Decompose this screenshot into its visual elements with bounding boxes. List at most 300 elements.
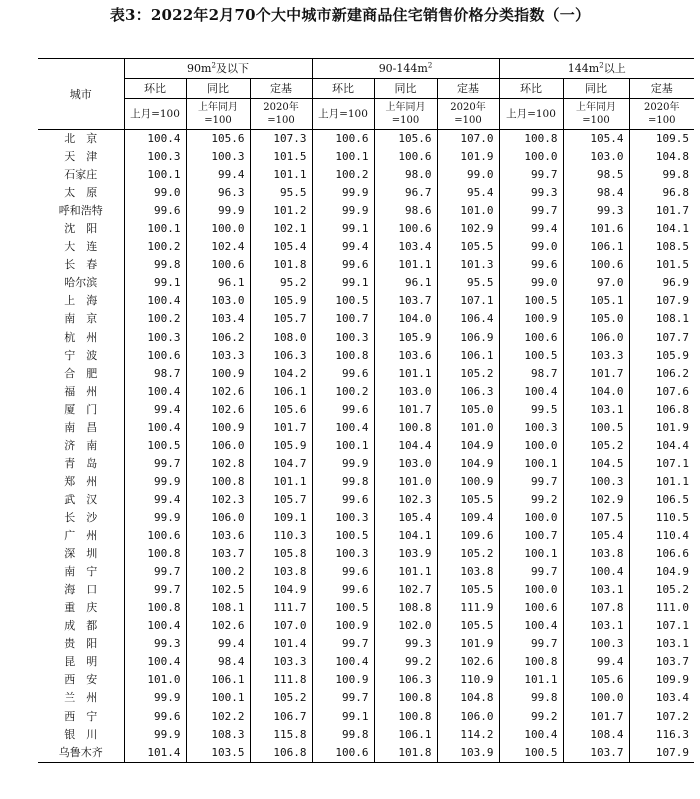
index-value-cell: 108.1 [186, 599, 250, 617]
table-row [38, 726, 694, 744]
index-value-cell: 107.9 [655, 294, 689, 308]
index-value-cell: 100.4 [499, 726, 563, 744]
index-value-cell: 106.4 [437, 310, 499, 328]
index-value-cell: 108.3 [186, 726, 250, 744]
index-value-cell: 105.5 [437, 491, 499, 509]
index-value-cell: 102.3 [186, 491, 250, 509]
index-value-cell: 99.8 [124, 256, 186, 274]
city-cell: 沈 阳 [38, 220, 124, 238]
index-value-cell: 106.0 [186, 437, 250, 455]
index-value-cell: 106.9 [437, 329, 499, 347]
table-row [38, 166, 694, 184]
index-value-cell: 100.4 [124, 383, 186, 401]
index-value-cell: 100.3 [312, 509, 374, 527]
index-value-cell: 103.7 [374, 292, 437, 310]
table-row [38, 383, 694, 401]
index-value-cell: 103.7 [563, 744, 629, 763]
city-cell: 长 春 [38, 256, 124, 274]
index-value-cell: 98.7 [124, 365, 186, 383]
city-cell: 哈尔滨 [38, 274, 124, 292]
index-value-cell: 104.4 [374, 437, 437, 455]
table-row [38, 617, 694, 635]
index-value-cell: 103.3 [250, 653, 312, 671]
city-cell: 乌鲁木齐 [38, 744, 124, 763]
index-value-cell: 105.5 [437, 617, 499, 635]
index-value-cell: 100.5 [312, 292, 374, 310]
table-row [38, 689, 694, 707]
index-value-cell: 101.1 [374, 256, 437, 274]
table-row [38, 708, 694, 726]
base-yoy: 上年同月 =100 [374, 99, 437, 130]
index-value-cell: 100.4 [499, 617, 563, 635]
table-row [38, 599, 694, 617]
table-row [38, 130, 694, 149]
index-value-cell: 105.4 [250, 238, 312, 256]
index-value-cell: 107.1 [655, 619, 689, 633]
index-value-cell: 96.9 [662, 276, 689, 290]
index-value-cell: 111.7 [250, 599, 312, 617]
index-value-cell: 100.5 [312, 527, 374, 545]
index-value-cell: 106.1 [437, 347, 499, 365]
index-value-cell: 100.6 [186, 256, 250, 274]
subheader-yoy: 同比 [563, 79, 629, 99]
index-value-cell: 99.7 [124, 581, 186, 599]
index-value-cell: 100.4 [124, 653, 186, 671]
index-value-cell: 100.3 [312, 329, 374, 347]
index-value-cell: 105.9 [374, 329, 437, 347]
index-value-cell: 100.0 [499, 509, 563, 527]
index-value-cell: 100.2 [312, 383, 374, 401]
index-value-cell: 109.4 [437, 509, 499, 527]
index-value-cell: 106.8 [250, 744, 312, 763]
index-value-cell: 100.5 [124, 437, 186, 455]
index-value-cell: 99.6 [312, 365, 374, 383]
index-value-cell: 108.0 [250, 329, 312, 347]
city-cell: 南 宁 [38, 563, 124, 581]
index-value-cell: 103.8 [437, 563, 499, 581]
index-value-cell: 101.1 [250, 166, 312, 184]
index-value-cell: 100.2 [312, 166, 374, 184]
index-value-cell: 106.1 [374, 726, 437, 744]
city-cell: 广 州 [38, 527, 124, 545]
index-value-cell: 99.9 [124, 689, 186, 707]
index-value-cell: 99.9 [312, 202, 374, 220]
index-value-cell: 103.0 [374, 383, 437, 401]
table-row [38, 202, 694, 220]
table-row [38, 653, 694, 671]
city-cell: 南 昌 [38, 419, 124, 437]
index-value-cell: 108.1 [655, 312, 689, 326]
index-value-cell: 100.0 [499, 581, 563, 599]
index-value-cell: 101.9 [437, 635, 499, 653]
index-value-cell: 99.2 [499, 491, 563, 509]
index-value-cell: 106.3 [437, 383, 499, 401]
index-value-cell: 107.7 [655, 330, 689, 344]
index-value-cell: 106.0 [186, 509, 250, 527]
index-value-cell: 99.4 [124, 401, 186, 419]
index-value-cell: 100.6 [563, 256, 629, 274]
index-value-cell: 104.8 [437, 689, 499, 707]
index-value-cell: 98.0 [374, 166, 437, 184]
index-value-cell: 100.4 [312, 419, 374, 437]
index-value-cell: 107.6 [655, 384, 689, 398]
index-value-cell: 100.9 [499, 310, 563, 328]
index-value-cell: 105.9 [250, 437, 312, 455]
index-value-cell: 100.6 [499, 329, 563, 347]
index-value-cell: 98.4 [563, 184, 629, 202]
city-cell: 昆 明 [38, 653, 124, 671]
index-value-cell: 106.6 [655, 547, 689, 561]
index-value-cell: 103.6 [374, 347, 437, 365]
index-value-cell: 105.0 [563, 310, 629, 328]
base-yoy: 上年同月 =100 [563, 99, 629, 130]
index-value-cell: 99.0 [124, 184, 186, 202]
index-value-cell: 103.1 [655, 637, 689, 651]
index-value-cell: 95.2 [250, 274, 312, 292]
price-index-table [38, 58, 694, 763]
table-row [38, 545, 694, 563]
index-value-cell: 110.5 [655, 511, 689, 524]
index-value-cell: 106.0 [563, 329, 629, 347]
index-value-cell: 100.1 [312, 148, 374, 166]
index-value-cell: 95.5 [437, 274, 499, 292]
group-header-144-above: $144m^2$以上 [499, 59, 694, 79]
table-title: 表3：2022年2月70个大中城市新建商品住宅销售价格分类指数（一） [109, 6, 591, 24]
table-row [38, 292, 694, 310]
index-value-cell: 105.7 [250, 491, 312, 509]
table-row [38, 220, 694, 238]
city-cell: 重 庆 [38, 599, 124, 617]
index-value-cell: 103.4 [655, 691, 689, 705]
index-value-cell: 109.6 [437, 527, 499, 545]
index-value-cell: 103.8 [563, 545, 629, 563]
index-value-cell: 103.0 [186, 292, 250, 310]
city-cell: 北 京 [38, 130, 124, 149]
index-value-cell: 100.8 [186, 473, 250, 491]
index-value-cell: 98.7 [499, 365, 563, 383]
table-row [38, 527, 694, 545]
index-value-cell: 100.1 [312, 437, 374, 455]
table-row [38, 256, 694, 274]
index-value-cell: 108.4 [563, 726, 629, 744]
index-value-cell: 100.8 [374, 689, 437, 707]
index-value-cell: 100.0 [186, 220, 250, 238]
index-value-cell: 106.2 [186, 329, 250, 347]
index-value-cell: 100.8 [499, 130, 563, 149]
index-value-cell: 100.8 [124, 599, 186, 617]
city-cell: 合 肥 [38, 365, 124, 383]
index-value-cell: 99.6 [312, 563, 374, 581]
table-row [38, 509, 694, 527]
index-value-cell: 101.6 [563, 220, 629, 238]
index-value-cell: 103.7 [655, 655, 689, 669]
index-value-cell: 99.6 [499, 256, 563, 274]
index-value-cell: 100.6 [499, 599, 563, 617]
index-value-cell: 99.7 [499, 635, 563, 653]
city-cell: 大 连 [38, 238, 124, 256]
index-value-cell: 102.7 [374, 581, 437, 599]
index-value-cell: 103.1 [563, 401, 629, 419]
index-value-cell: 105.6 [374, 130, 437, 149]
index-value-cell: 106.1 [186, 671, 250, 689]
index-value-cell: 105.8 [250, 545, 312, 563]
index-value-cell: 100.4 [499, 383, 563, 401]
group-header-90-below: $90m^2$及以下 [124, 59, 312, 79]
index-value-cell: 110.3 [250, 527, 312, 545]
index-value-cell: 96.1 [374, 274, 437, 292]
index-value-cell: 100.7 [312, 310, 374, 328]
index-value-cell: 102.6 [186, 383, 250, 401]
index-value-cell: 107.1 [437, 292, 499, 310]
index-value-cell: 107.0 [437, 130, 499, 149]
index-value-cell: 104.1 [374, 527, 437, 545]
index-value-cell: 100.6 [374, 148, 437, 166]
index-value-cell: 95.4 [437, 184, 499, 202]
index-value-cell: 100.8 [374, 708, 437, 726]
index-value-cell: 107.1 [655, 456, 689, 470]
index-value-cell: 99.4 [563, 653, 629, 671]
index-value-cell: 99.9 [186, 202, 250, 220]
index-value-cell: 100.6 [124, 527, 186, 545]
table-row [38, 455, 694, 473]
index-value-cell: 101.7 [655, 204, 689, 218]
city-cell: 兰 州 [38, 689, 124, 707]
index-value-cell: 100.6 [124, 347, 186, 365]
index-value-cell: 99.6 [312, 401, 374, 419]
index-value-cell: 100.8 [124, 545, 186, 563]
index-value-cell: 99.0 [499, 238, 563, 256]
index-value-cell: 101.1 [374, 365, 437, 383]
index-value-cell: 101.0 [437, 202, 499, 220]
index-value-cell: 100.3 [124, 329, 186, 347]
index-value-cell: 103.4 [186, 310, 250, 328]
index-value-cell: 99.6 [124, 708, 186, 726]
index-value-cell: 103.8 [250, 563, 312, 581]
index-value-cell: 100.0 [563, 689, 629, 707]
city-cell: 贵 阳 [38, 635, 124, 653]
city-cell: 天 津 [38, 148, 124, 166]
index-value-cell: 101.0 [124, 671, 186, 689]
index-value-cell: 99.7 [499, 166, 563, 184]
index-value-cell: 100.1 [124, 220, 186, 238]
index-value-cell: 99.6 [312, 491, 374, 509]
index-value-cell: 103.3 [186, 347, 250, 365]
table-row [38, 671, 694, 689]
table-row [38, 635, 694, 653]
city-cell: 西 宁 [38, 708, 124, 726]
index-value-cell: 99.3 [563, 202, 629, 220]
index-value-cell: 102.1 [250, 220, 312, 238]
index-value-cell: 99.8 [312, 726, 374, 744]
table-row [38, 437, 694, 455]
index-value-cell: 99.8 [499, 689, 563, 707]
index-value-cell: 99.4 [186, 635, 250, 653]
index-value-cell: 101.9 [437, 148, 499, 166]
index-value-cell: 111.8 [250, 671, 312, 689]
index-value-cell: 105.2 [563, 437, 629, 455]
base-fixed: 2020年 =100 [437, 99, 499, 130]
index-value-cell: 103.1 [563, 617, 629, 635]
index-value-cell: 99.4 [312, 238, 374, 256]
index-value-cell: 99.9 [124, 509, 186, 527]
table-body [38, 130, 694, 763]
index-value-cell: 107.0 [250, 617, 312, 635]
city-cell: 武 汉 [38, 491, 124, 509]
index-value-cell: 99.8 [662, 168, 689, 182]
index-value-cell: 101.1 [250, 473, 312, 491]
index-value-cell: 103.0 [374, 455, 437, 473]
table-row [38, 238, 694, 256]
index-value-cell: 100.1 [499, 455, 563, 473]
city-cell: 长 沙 [38, 509, 124, 527]
index-value-cell: 104.9 [655, 565, 689, 579]
table-row [38, 148, 694, 166]
city-cell: 厦 门 [38, 401, 124, 419]
table-row [38, 365, 694, 383]
city-cell: 海 口 [38, 581, 124, 599]
index-value-cell: 105.2 [655, 583, 689, 597]
index-value-cell: 102.6 [437, 653, 499, 671]
index-value-cell: 99.6 [312, 256, 374, 274]
base-fixed: 2020年 =100 [250, 99, 312, 130]
index-value-cell: 105.1 [563, 292, 629, 310]
table-row [38, 184, 694, 202]
index-value-cell: 101.5 [250, 148, 312, 166]
index-value-cell: 104.9 [437, 455, 499, 473]
index-value-cell: 101.7 [563, 708, 629, 726]
index-value-cell: 96.7 [374, 184, 437, 202]
index-value-cell: 106.0 [437, 708, 499, 726]
index-value-cell: 99.6 [312, 581, 374, 599]
index-value-cell: 100.2 [124, 310, 186, 328]
index-value-cell: 105.2 [437, 365, 499, 383]
index-value-cell: 102.9 [437, 220, 499, 238]
index-value-cell: 99.1 [312, 708, 374, 726]
index-value-cell: 99.6 [124, 202, 186, 220]
city-cell: 青 岛 [38, 455, 124, 473]
index-value-cell: 99.9 [124, 473, 186, 491]
index-value-cell: 99.7 [499, 473, 563, 491]
index-value-cell: 106.1 [563, 238, 629, 256]
index-value-cell: 106.3 [374, 671, 437, 689]
index-value-cell: 106.3 [250, 347, 312, 365]
index-value-cell: 100.9 [437, 473, 499, 491]
base-fixed: 2020年 =100 [644, 102, 680, 126]
subheader-fixed: 定基 [437, 79, 499, 99]
index-value-cell: 105.5 [437, 238, 499, 256]
index-value-cell: 114.2 [437, 726, 499, 744]
table-row [38, 491, 694, 509]
index-value-cell: 100.5 [312, 599, 374, 617]
index-value-cell: 103.7 [186, 545, 250, 563]
city-cell: 南 京 [38, 310, 124, 328]
index-value-cell: 98.4 [186, 653, 250, 671]
index-value-cell: 101.0 [374, 473, 437, 491]
index-value-cell: 103.9 [437, 744, 499, 763]
index-value-cell: 105.2 [437, 545, 499, 563]
table-row [38, 310, 694, 328]
index-value-cell: 105.4 [563, 527, 629, 545]
base-mom: 上月=100 [312, 99, 374, 130]
index-value-cell: 100.9 [186, 419, 250, 437]
base-yoy: 上年同月 =100 [186, 99, 250, 130]
index-value-cell: 102.6 [186, 401, 250, 419]
index-value-cell: 100.3 [499, 419, 563, 437]
index-value-cell: 101.7 [374, 401, 437, 419]
index-value-cell: 103.4 [374, 238, 437, 256]
index-value-cell: 100.6 [312, 130, 374, 149]
subheader-fixed: 定基 [629, 79, 694, 99]
index-value-cell: 110.4 [655, 529, 689, 543]
index-value-cell: 100.9 [312, 617, 374, 635]
city-cell: 杭 州 [38, 329, 124, 347]
city-cell: 上 海 [38, 292, 124, 310]
index-value-cell: 101.1 [499, 671, 563, 689]
index-value-cell: 100.1 [124, 166, 186, 184]
index-value-cell: 99.2 [374, 653, 437, 671]
base-mom: 上月=100 [499, 99, 563, 130]
subheader-mom: 环比 [124, 79, 186, 99]
index-value-cell: 106.1 [250, 383, 312, 401]
index-value-cell: 100.4 [124, 292, 186, 310]
index-value-cell: 108.5 [655, 240, 689, 254]
index-value-cell: 106.8 [655, 402, 689, 416]
table-row [38, 563, 694, 581]
index-value-cell: 101.2 [250, 202, 312, 220]
index-value-cell: 104.7 [250, 455, 312, 473]
table-row [38, 581, 694, 599]
index-value-cell: 96.8 [662, 186, 689, 200]
index-value-cell: 100.2 [186, 563, 250, 581]
index-value-cell: 100.3 [563, 473, 629, 491]
index-value-cell: 99.7 [312, 635, 374, 653]
index-value-cell: 107.5 [563, 509, 629, 527]
city-column-header: 城市 [38, 59, 124, 130]
index-value-cell: 105.2 [250, 689, 312, 707]
index-value-cell: 95.5 [250, 184, 312, 202]
index-value-cell: 101.4 [124, 744, 186, 763]
city-cell: 郑 州 [38, 473, 124, 491]
index-value-cell: 102.2 [186, 708, 250, 726]
index-value-cell: 104.4 [655, 438, 689, 452]
city-cell: 成 都 [38, 617, 124, 635]
index-value-cell: 100.9 [186, 365, 250, 383]
index-value-cell: 104.9 [437, 437, 499, 455]
index-value-cell: 111.9 [437, 599, 499, 617]
index-value-cell: 100.8 [499, 653, 563, 671]
city-cell: 福 州 [38, 383, 124, 401]
index-value-cell: 111.0 [655, 601, 689, 615]
index-value-cell: 99.8 [312, 473, 374, 491]
index-value-cell: 99.7 [124, 455, 186, 473]
index-value-cell: 99.4 [124, 491, 186, 509]
index-value-cell: 103.3 [563, 347, 629, 365]
index-value-cell: 101.8 [250, 256, 312, 274]
index-value-cell: 100.1 [186, 689, 250, 707]
index-value-cell: 96.1 [186, 274, 250, 292]
index-value-cell: 100.6 [374, 220, 437, 238]
index-value-cell: 100.8 [312, 347, 374, 365]
index-value-cell: 102.3 [374, 491, 437, 509]
index-value-cell: 106.7 [250, 708, 312, 726]
index-value-cell: 100.3 [563, 635, 629, 653]
index-value-cell: 100.3 [186, 148, 250, 166]
index-value-cell: 99.3 [499, 184, 563, 202]
index-value-cell: 104.9 [250, 581, 312, 599]
index-value-cell: 100.5 [563, 419, 629, 437]
index-value-cell: 101.8 [374, 744, 437, 763]
index-value-cell: 107.3 [250, 130, 312, 149]
